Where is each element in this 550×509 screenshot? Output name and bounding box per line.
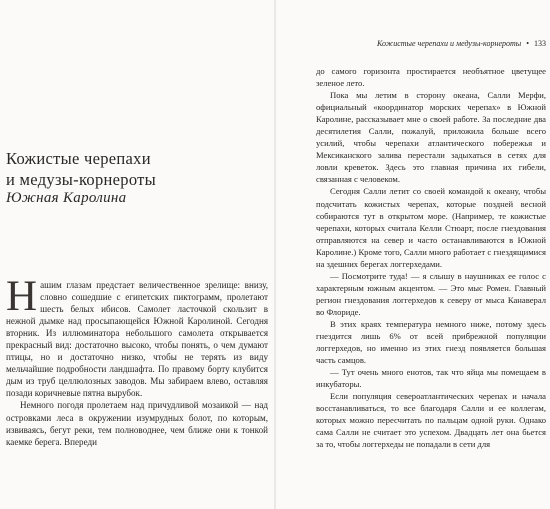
paragraph: — Посмотрите туда! — я слышу в наушниках ее голос с характерным южным акцентом. — Это мыс Ромен. Главный регион гнездования логгерхедов к северу от мыса Канаверал во Флориде. [316,270,546,317]
running-head-separator: • [526,39,529,48]
right-body-text [316,65,546,451]
chapter-title-line-2: и медузы-корнероты [6,170,157,189]
right-page [276,0,550,509]
paragraph: Если популяция североатлантических черепах и начала восстанавливаться, то все благодаря Салли и ее коллегам, которых можно пересчитать по пальцам одной руки. Однако сама Салли не считает это успехом. Двадцать лет она бьется за то, чтобы логгерхеды не попадали в сети для [316,391,546,450]
running-head [370,39,546,48]
paragraph: Сегодня Салли летит со своей командой к океану, чтобы подсчитать кожистых черепах, которые поздней весной собираются тут в открытом море. (Например, те кожистые черепахи, которых считала Келли Стюарт, после гнездования отправляются на север и часто останавливаются в Южной Каролине.) Кроме того, Салли много работает с гнездящимися на здешних берегах логгерхедами. [316,186,546,269]
running-head-title: Кожистые черепахи и медузы-корнероты [376,39,522,48]
drop-cap: Н [6,273,38,320]
paragraph [6,273,268,399]
paragraph-text: ашим глазам предстает величественное зрелище: внизу, словно сошедшие с египетских пиктограмм, пролетают шесть белых ибисов. Самолет ласточкой скользит в нежной дымке над просыпающейся Южной Каролиной. Сегодня вторник. Из иллюминатора небольшого самолета открывается прекрасный вид: достаточно высоко, чтобы понять, о чем думают птицы, но и достаточно низко, чтобы не терять из виду мельчайшие подробности ландшафта. По правому борту клубится дым из труб целлюлозных заводов. Мы забираем влево, оставляя позади коричневые пятна вырубок. [6,280,268,399]
paragraph: Немного погодя пролетаем над причудливой мозаикой — над островками леса в окружении изумрудных болот, по которым, извиваясь, бегут реки, тем полноводнее, чем ближе они к тонкой каемке берега. Впереди [6,400,268,447]
page-number: 133 [534,39,546,48]
paragraph: — Тут очень много енотов, так что яйца мы помещаем в инкубаторы. [316,367,546,390]
chapter-title [6,148,268,190]
left-body-text [6,273,268,448]
chapter-subtitle: Южная Каролина [6,190,127,206]
paragraph: Пока мы летим в сторону океана, Салли Мерфи, официальный «координатор морских черепах» в Южной Каролине, рассказывает мне о своей работе. За последние два десятилетия Салли, пожалуй, приложила больше всего усилий, чтобы черепахи атлантического побережья и Мексиканского залива перестали задыхаться в сетях для ловли креветок. Здесь это главная причина их гибели, связанная с человеком. [316,90,546,185]
paragraph: до самого горизонта простирается необъятное цветущее зеленое лето. [316,66,546,89]
left-page [0,0,274,509]
chapter-title-line-1: Кожистые черепахи [6,149,151,168]
paragraph: В этих краях температура немного ниже, потому здесь гнездится лишь 6% от всей прибрежной популяции логгерхедов, но именно из этих гнезд появляется большая часть самцов. [316,318,546,366]
